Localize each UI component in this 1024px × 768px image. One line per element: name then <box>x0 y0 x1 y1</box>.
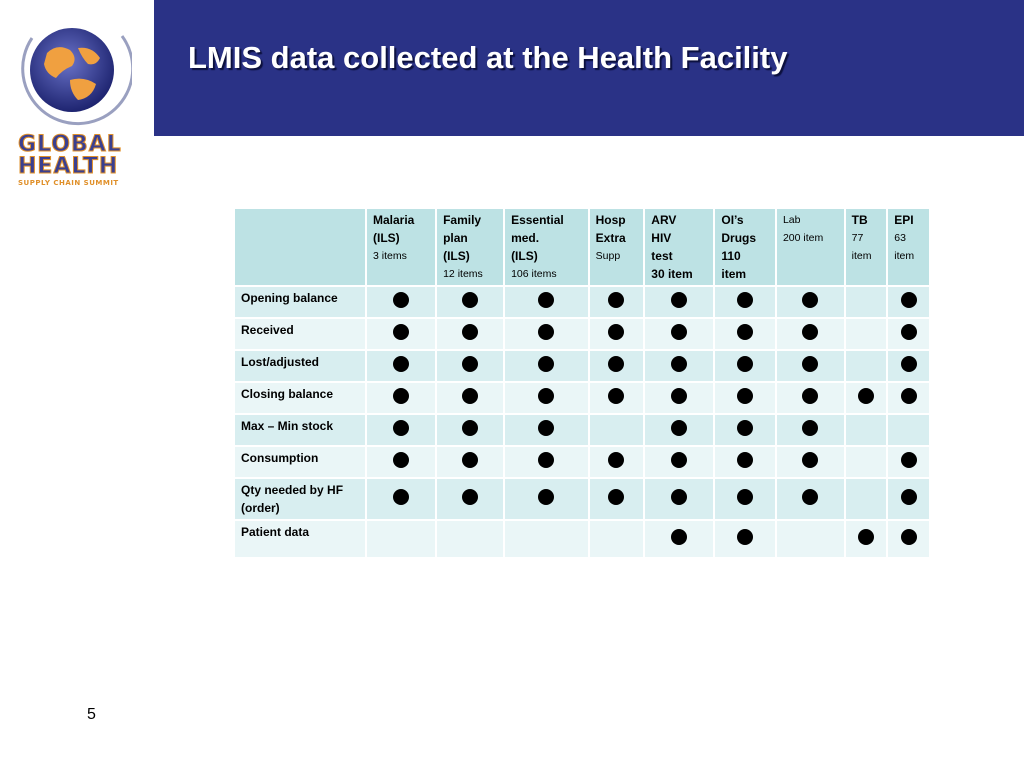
column-header <box>645 209 713 285</box>
column-header <box>777 209 844 285</box>
column-header-count: Lab <box>782 214 801 226</box>
data-cell <box>777 383 844 413</box>
bullet-dot-icon <box>538 489 554 505</box>
data-cell <box>367 383 435 413</box>
row-label: Qty needed by HF (order) <box>235 479 365 519</box>
column-header-label: (ILS) <box>443 249 470 263</box>
bullet-dot-icon <box>802 420 818 436</box>
table-row <box>235 447 929 477</box>
column-header-label: Extra <box>595 231 626 245</box>
bullet-dot-icon <box>608 292 624 308</box>
data-cell <box>645 479 713 519</box>
data-cell <box>846 351 887 381</box>
bullet-dot-icon <box>608 489 624 505</box>
page-number: 5 <box>87 706 96 723</box>
column-header <box>846 209 887 285</box>
data-cell <box>590 351 644 381</box>
table-row <box>235 479 929 519</box>
bullet-dot-icon <box>462 420 478 436</box>
data-cell <box>888 521 929 557</box>
bullet-dot-icon <box>671 452 687 468</box>
column-header-label: TB <box>851 213 868 227</box>
data-cell <box>367 351 435 381</box>
row-label: Closing balance <box>235 383 365 413</box>
data-cell <box>645 521 713 557</box>
data-cell <box>590 287 644 317</box>
data-cell <box>715 383 775 413</box>
column-header-label: item <box>721 267 747 281</box>
bullet-dot-icon <box>901 292 917 308</box>
data-cell <box>645 447 713 477</box>
column-header-label: ARV <box>651 213 677 227</box>
bullet-dot-icon <box>462 292 478 308</box>
row-label: Opening balance <box>235 287 365 317</box>
data-cell <box>777 479 844 519</box>
bullet-dot-icon <box>538 356 554 372</box>
column-header <box>715 209 775 285</box>
data-cell <box>505 319 588 349</box>
bullet-dot-icon <box>802 356 818 372</box>
data-cell <box>645 319 713 349</box>
column-header-label: HIV <box>651 231 672 245</box>
data-cell <box>590 521 644 557</box>
bullet-dot-icon <box>538 420 554 436</box>
data-cell <box>777 319 844 349</box>
bullet-dot-icon <box>802 388 818 404</box>
data-cell <box>846 415 887 445</box>
column-header <box>590 209 644 285</box>
column-header-label: Essential <box>511 213 564 227</box>
data-cell <box>437 479 503 519</box>
bullet-dot-icon <box>802 292 818 308</box>
data-cell <box>846 447 887 477</box>
column-header-count: item <box>851 250 872 262</box>
bullet-dot-icon <box>462 324 478 340</box>
bullet-dot-icon <box>737 452 753 468</box>
logo-subtitle: SUPPLY CHAIN SUMMIT <box>18 179 119 187</box>
data-cell <box>367 415 435 445</box>
column-header-label: OI’s <box>721 213 744 227</box>
bullet-dot-icon <box>737 489 753 505</box>
bullet-dot-icon <box>538 292 554 308</box>
data-cell <box>715 521 775 557</box>
slide-title: LMIS data collected at the Health Facility <box>188 40 788 75</box>
bullet-dot-icon <box>737 324 753 340</box>
bullet-dot-icon <box>901 489 917 505</box>
bullet-dot-icon <box>671 420 687 436</box>
data-cell <box>505 351 588 381</box>
data-cell <box>590 383 644 413</box>
data-cell <box>888 383 929 413</box>
bullet-dot-icon <box>608 356 624 372</box>
data-cell <box>590 479 644 519</box>
bullet-dot-icon <box>737 420 753 436</box>
data-cell <box>505 521 588 557</box>
data-cell <box>437 521 503 557</box>
row-label: Consumption <box>235 447 365 477</box>
bullet-dot-icon <box>538 388 554 404</box>
data-cell <box>437 351 503 381</box>
header-corner-cell <box>235 209 365 285</box>
column-header-count: 77 <box>851 232 864 244</box>
bullet-dot-icon <box>608 452 624 468</box>
data-cell <box>437 383 503 413</box>
bullet-dot-icon <box>393 388 409 404</box>
data-cell <box>505 383 588 413</box>
data-cell <box>367 521 435 557</box>
row-label: Received <box>235 319 365 349</box>
column-header-label: 110 <box>721 249 741 263</box>
data-cell <box>590 319 644 349</box>
bullet-dot-icon <box>538 452 554 468</box>
data-cell <box>505 287 588 317</box>
data-cell <box>715 351 775 381</box>
data-cell <box>437 415 503 445</box>
column-header-label: 30 item <box>651 267 693 281</box>
data-cell <box>888 479 929 519</box>
logo-text-global: GLOBAL <box>18 132 122 157</box>
column-header-count: item <box>894 250 915 262</box>
data-cell <box>777 351 844 381</box>
bullet-dot-icon <box>737 529 753 545</box>
bullet-dot-icon <box>608 324 624 340</box>
column-header-label: Hosp <box>595 213 626 227</box>
bullet-dot-icon <box>671 324 687 340</box>
row-label: Max – Min stock <box>235 415 365 445</box>
data-cell <box>777 287 844 317</box>
data-cell <box>645 351 713 381</box>
column-header-count: 200 item <box>782 232 824 244</box>
bullet-dot-icon <box>858 388 874 404</box>
data-cell <box>777 415 844 445</box>
data-cell <box>505 415 588 445</box>
bullet-dot-icon <box>671 292 687 308</box>
bullet-dot-icon <box>901 324 917 340</box>
bullet-dot-icon <box>802 324 818 340</box>
table-row <box>235 383 929 413</box>
data-cell <box>888 415 929 445</box>
data-cell <box>437 319 503 349</box>
global-health-logo <box>12 8 144 190</box>
data-cell <box>846 287 887 317</box>
column-header-label: EPI <box>894 213 914 227</box>
data-cell <box>505 479 588 519</box>
bullet-dot-icon <box>802 452 818 468</box>
bullet-dot-icon <box>901 388 917 404</box>
bullet-dot-icon <box>462 452 478 468</box>
data-cell <box>367 447 435 477</box>
table-header-row <box>235 209 929 285</box>
bullet-dot-icon <box>462 388 478 404</box>
column-header-label: med. <box>511 231 540 245</box>
data-cell <box>367 479 435 519</box>
bullet-dot-icon <box>393 489 409 505</box>
column-header-label: (ILS) <box>373 231 400 245</box>
row-label: Lost/adjusted <box>235 351 365 381</box>
data-cell <box>715 479 775 519</box>
bullet-dot-icon <box>393 292 409 308</box>
bullet-dot-icon <box>538 324 554 340</box>
globe-icon <box>12 8 132 128</box>
data-cell <box>715 447 775 477</box>
bullet-dot-icon <box>858 529 874 545</box>
table-row <box>235 521 929 557</box>
column-header-label: plan <box>443 231 468 245</box>
bullet-dot-icon <box>393 356 409 372</box>
data-cell <box>645 383 713 413</box>
bullet-dot-icon <box>462 356 478 372</box>
bullet-dot-icon <box>393 452 409 468</box>
column-header-label: (ILS) <box>511 249 538 263</box>
column-header-count: Supp <box>595 250 621 262</box>
data-cell <box>367 319 435 349</box>
table-row <box>235 351 929 381</box>
column-header-count: 63 <box>894 232 906 244</box>
bullet-dot-icon <box>608 388 624 404</box>
data-cell <box>888 287 929 317</box>
bullet-dot-icon <box>671 529 687 545</box>
data-cell <box>846 479 887 519</box>
column-header-count: 12 items <box>443 268 483 280</box>
column-header-label: test <box>651 249 673 263</box>
bullet-dot-icon <box>671 388 687 404</box>
column-header <box>505 209 588 285</box>
bullet-dot-icon <box>671 356 687 372</box>
data-cell <box>888 447 929 477</box>
table-row <box>235 319 929 349</box>
bullet-dot-icon <box>393 420 409 436</box>
column-header-label: Malaria <box>373 213 415 227</box>
column-header <box>367 209 435 285</box>
data-cell <box>437 287 503 317</box>
table-row <box>235 287 929 317</box>
lmis-data-table <box>233 207 931 559</box>
bullet-dot-icon <box>737 292 753 308</box>
bullet-dot-icon <box>737 388 753 404</box>
data-cell <box>715 415 775 445</box>
data-cell <box>888 319 929 349</box>
bullet-dot-icon <box>901 529 917 545</box>
bullet-dot-icon <box>462 489 478 505</box>
data-cell <box>367 287 435 317</box>
column-header <box>437 209 503 285</box>
column-header-label: Drugs <box>721 231 757 245</box>
data-cell <box>888 351 929 381</box>
table-row <box>235 415 929 445</box>
data-cell <box>777 521 844 557</box>
bullet-dot-icon <box>901 452 917 468</box>
data-cell <box>846 383 887 413</box>
data-cell <box>645 415 713 445</box>
bullet-dot-icon <box>393 324 409 340</box>
logo-text-health: HEALTH <box>18 154 119 179</box>
bullet-dot-icon <box>671 489 687 505</box>
data-cell <box>715 319 775 349</box>
column-header-count: 106 items <box>511 268 557 280</box>
data-cell <box>590 447 644 477</box>
data-cell <box>590 415 644 445</box>
bullet-dot-icon <box>802 489 818 505</box>
data-cell <box>715 287 775 317</box>
data-cell <box>846 319 887 349</box>
column-header <box>888 209 929 285</box>
column-header-label: Family <box>443 213 482 227</box>
data-cell <box>645 287 713 317</box>
bullet-dot-icon <box>901 356 917 372</box>
data-cell <box>846 521 887 557</box>
row-label: Patient data <box>235 521 365 557</box>
data-cell <box>777 447 844 477</box>
column-header-count: 3 items <box>373 250 407 262</box>
data-cell <box>505 447 588 477</box>
bullet-dot-icon <box>737 356 753 372</box>
data-cell <box>437 447 503 477</box>
